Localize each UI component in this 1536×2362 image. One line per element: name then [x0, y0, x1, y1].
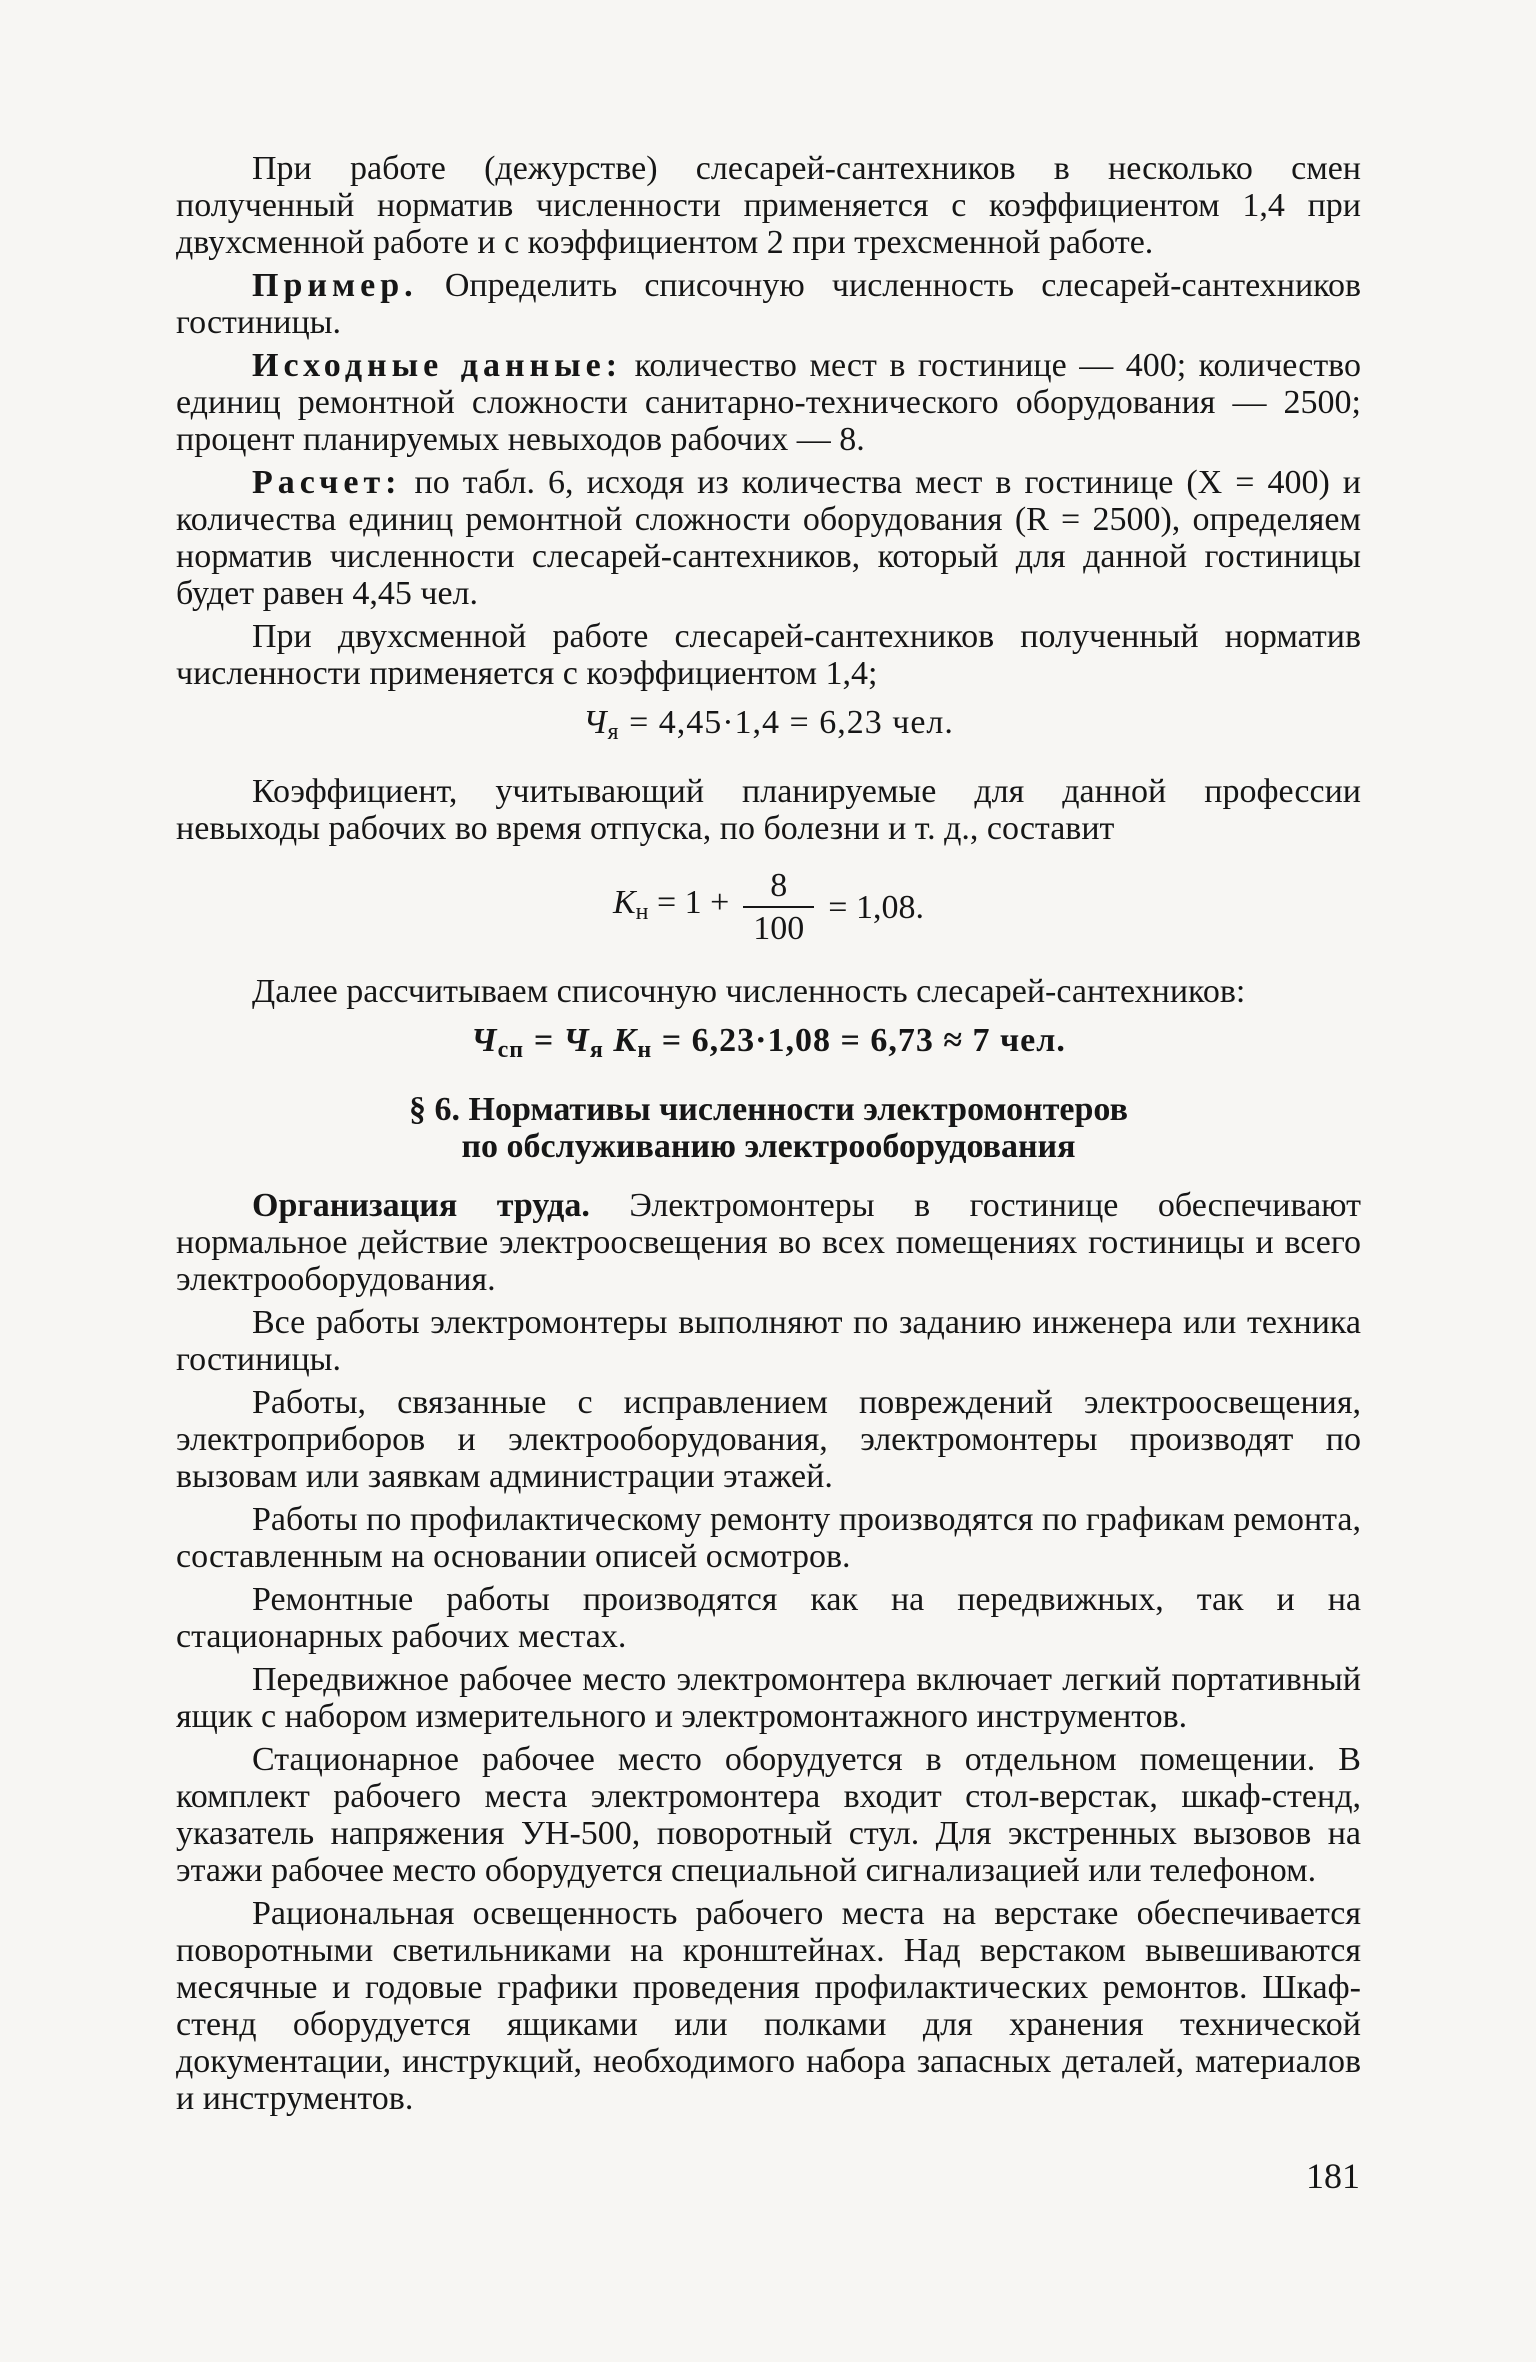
- page-number: 181: [1306, 2156, 1360, 2196]
- org-label: Организация труда.: [252, 1187, 590, 1224]
- section-heading: [176, 1091, 1361, 1165]
- formula2-pre: = 1 +: [648, 883, 730, 921]
- formula2-lhs: К: [613, 883, 636, 921]
- paragraph-shifts: При работе (дежурстве) слесарей-сантехников в несколько смен полученный норматив численности применяется с коэффициентом 1,4 при двухсменной работе и с коэффициентом 2 при трехсменной работе.: [176, 150, 1361, 261]
- formula3-a: Ч: [471, 1022, 498, 1059]
- calc-label: Расчет:: [252, 464, 402, 501]
- formula-coefficient: [176, 867, 1361, 947]
- paragraph-input-data: [176, 347, 1361, 458]
- formula-norm: [176, 704, 1361, 751]
- org-text: Электромонтеры в гостинице обеспечивают нормальное действие электроосвещения во всех помещениях гостиницы и всего электрооборудования.: [176, 1187, 1361, 1298]
- formula3-c: К: [603, 1022, 638, 1059]
- paragraph: Все работы электромонтеры выполняют по заданию инженера или техника гостиницы.: [176, 1304, 1361, 1378]
- paragraph-calculation: [176, 464, 1361, 612]
- fraction-denominator: 100: [743, 906, 814, 947]
- formula2-sub: н: [635, 898, 649, 925]
- formula1-rhs: = 4,45·1,4 = 6,23 чел.: [619, 704, 954, 741]
- formula3-c-sub: н: [637, 1037, 653, 1063]
- paragraph: Работы по профилактическому ремонту производятся по графикам ремонта, составленным на основании описей осмотров.: [176, 1501, 1361, 1575]
- calc-text: по табл. 6, исходя из количества мест в гостинице (X = 400) и количества единиц ремонтной сложности оборудования (R = 2500), определяем норматив численности слесарей-сантехников, который для данной гостиницы будет равен 4,45 чел.: [176, 464, 1361, 612]
- paragraph: Ремонтные работы производятся как на передвижных, так и на стационарных рабочих местах.: [176, 1581, 1361, 1655]
- paragraph-coefficient: Коэффициент, учитывающий планируемые для данной профессии невыходы рабочих во время отпуска, по болезни и т. д., составит: [176, 773, 1361, 847]
- example-label: Пример.: [252, 267, 418, 304]
- formula3-rest: = 6,23·1,08 = 6,73 ≈ 7 чел.: [652, 1022, 1066, 1059]
- formula1-lhs: Ч: [583, 704, 608, 741]
- example-text: Определить списочную численность слесарей-сантехников гостиницы.: [176, 267, 1361, 341]
- paragraph-two-shift: При двухсменной работе слесарей-сантехников полученный норматив численности применяется с коэффициентом 1,4;: [176, 618, 1361, 692]
- paragraph: Передвижное рабочее место электромонтера включает легкий портативный ящик с набором измерительного и электромонтажного инструментов.: [176, 1661, 1361, 1735]
- paragraph: Стационарное рабочее место оборудуется в отдельном помещении. В комплект рабочего места электромонтера входит стол-верстак, шкаф-стенд, указатель напряжения УН-500, поворотный стул. Для экстренных вызовов на этажи рабочее место оборудуется специальной сигнализацией или телефоном.: [176, 1741, 1361, 1889]
- paragraph-example: [176, 267, 1361, 341]
- page-text: [176, 150, 1361, 2123]
- paragraph: Работы, связанные с исправлением повреждений электроосвещения, электроприборов и электрооборудования, электромонтеры производят по вызовам или заявкам администрации этажей.: [176, 1384, 1361, 1495]
- paragraph-further: Далее рассчитываем списочную численность слесарей-сантехников:: [252, 973, 1246, 1010]
- formula3-a-sub: сп: [497, 1037, 525, 1063]
- formula3-b-sub: я: [589, 1037, 604, 1063]
- heading-line-2: по обслуживанию электрооборудования: [461, 1128, 1076, 1165]
- formula1-sub: я: [607, 719, 620, 745]
- input-data-text: количество мест в гостинице — 400; количество единиц ремонтной сложности санитарно-технического оборудования — 2500; процент планируемых невыходов рабочих — 8.: [176, 347, 1361, 458]
- formula3-b: = Ч: [524, 1022, 590, 1059]
- fraction-numerator: 8: [770, 867, 788, 904]
- fraction: [743, 867, 814, 947]
- paragraph: Рациональная освещенность рабочего места на верстаке обеспечивается поворотными светильниками на кронштейнах. Над верстаком вывешиваются месячные и годовые графики проведения профилактических ремонтов. Шкаф-стенд оборудуется ящиками или полками для хранения технической документации, инструкций, необходимого набора запасных деталей, материалов и инструментов.: [176, 1895, 1361, 2117]
- formula2-post: = 1,08.: [828, 888, 924, 926]
- formula-list-headcount: [176, 1022, 1361, 1069]
- input-data-label: Исходные данные:: [252, 347, 623, 384]
- heading-line-1: § 6. Нормативы численности электромонтеров: [409, 1091, 1128, 1128]
- paragraph-organization: [176, 1187, 1361, 1298]
